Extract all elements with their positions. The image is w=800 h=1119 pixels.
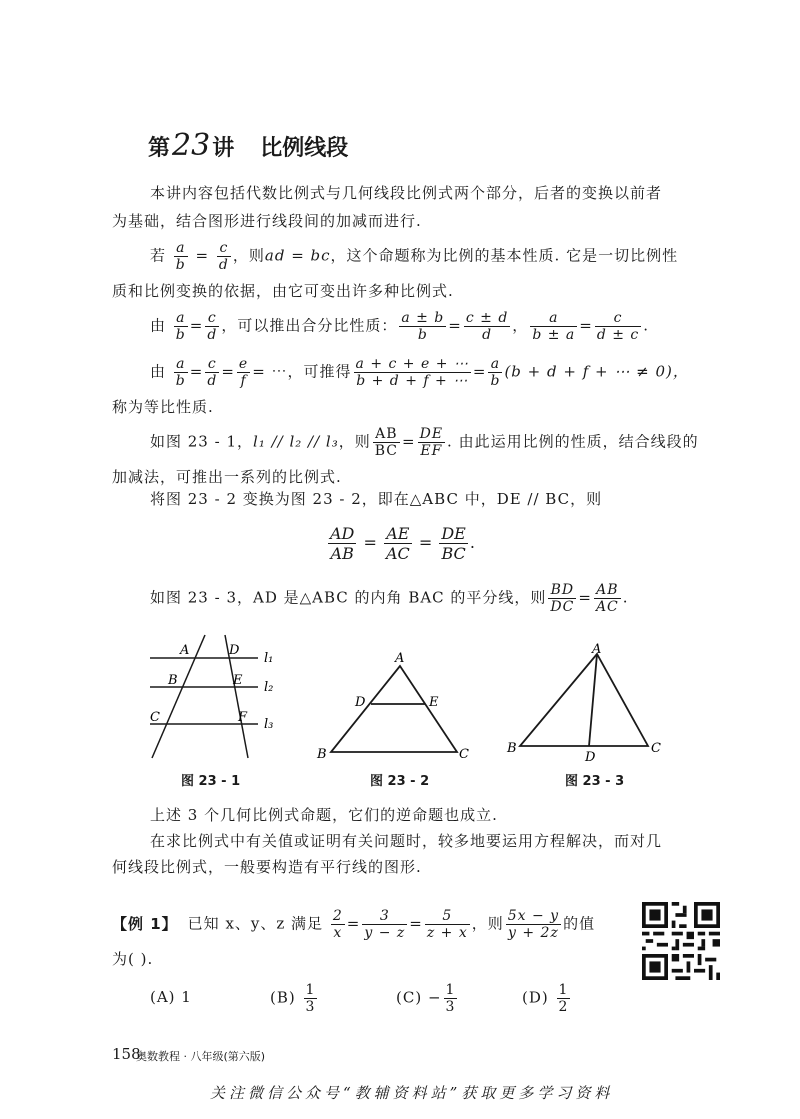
formula: (b + d + f + ⋯ ≠ 0)， [504, 362, 689, 381]
fraction [418, 426, 445, 459]
figure-23-3 [505, 640, 675, 765]
fraction [174, 356, 188, 389]
numerator: AD [330, 524, 355, 543]
figure-23-1-caption: 图 23 - 1 [181, 774, 241, 789]
label-C: C [150, 710, 160, 725]
equal-ratio-line: 由 $\frac{a}{b}$ = $\frac{c}{d}$ = $\frac{e}{f}$ = ⋯，可推得 $\frac{a + c + e + \cdots}{b + d + f + \cdots}$ = $\frac{a}{b}$ (b + d + f + ⋯ ≠ 0)， [150, 356, 689, 389]
fig2-formula: $\frac{AD}{AB}$ = $\frac{AE}{AC}$ = $\frac{DE}{BC}$ . [330, 524, 475, 563]
triangle-abc [520, 654, 648, 746]
fraction [557, 982, 571, 1015]
text: (B) [270, 988, 296, 1007]
label-D: D [355, 695, 366, 710]
fraction [530, 310, 577, 343]
label-D: D [229, 643, 240, 658]
title-suffix: 讲 [212, 135, 235, 161]
label-A: A [395, 651, 405, 666]
numerator: DE [441, 524, 466, 543]
text: 如图 23 - 1， [150, 432, 254, 451]
denominator: 3 [305, 999, 316, 1015]
lecture-name: 比例线段 [260, 135, 349, 161]
fraction [595, 310, 641, 343]
fraction [354, 356, 471, 389]
figure-23-2 [315, 648, 475, 763]
denominator: b [490, 373, 501, 389]
label-l3: l₃ [264, 717, 274, 732]
denominator: 3 [445, 999, 456, 1015]
fig1-text-line-2: 加减法，可推出一系列的比例式. [112, 468, 342, 486]
denominator: DC [550, 599, 575, 615]
numerator: DE [419, 426, 444, 442]
qr-code-icon[interactable] [642, 902, 720, 980]
fraction [439, 524, 468, 563]
denominator: x [333, 925, 343, 941]
equals: = [195, 246, 210, 265]
text: ，这个命题称为比例的基本性质. 它是一切比例性 [330, 246, 679, 265]
denominator: BC [441, 544, 466, 563]
example-tag: 【例 1】 [112, 914, 178, 933]
denominator: d [207, 373, 218, 389]
numerator: 2 [332, 908, 343, 924]
page-number: 158 [112, 1045, 141, 1063]
text: . [643, 316, 650, 335]
denominator: BC [374, 443, 399, 459]
numerator: 1 [445, 982, 456, 998]
label-C: C [651, 741, 661, 756]
text: 已知 x、y、z 满足 [187, 914, 324, 933]
fraction [506, 908, 561, 941]
combine-property-line: 由 $\frac{a}{b}$ = $\frac{c}{d}$ ，可以推出合分比性质： $\frac{a \pm b}{b}$ = $\frac{c \pm d}{d}$ ， $\frac{a}{b \pm a}$ = $\frac{c}{d \pm c}$ . [150, 310, 650, 343]
fraction [304, 982, 318, 1015]
numerator: AE [384, 524, 412, 544]
denominator: d ± c [596, 327, 640, 343]
basic-property-line-2: 质和比例变换的依据，由它可变出许多种比例式. [112, 282, 454, 300]
watermark-text: 关注微信公众号“教辅资料站”获取更多学习资料 [210, 1084, 614, 1102]
denominator: AB [330, 544, 354, 563]
fig3-text-line: 如图 23 - 3，AD 是△ABC 的内角 BAC 的平分线，则 $\frac{BD}{DC}$ = $\frac{AB}{AC}$ . [150, 582, 629, 615]
numerator: c [595, 310, 641, 327]
text: . [622, 588, 629, 607]
fraction [594, 582, 621, 615]
numerator: c ± d [465, 310, 509, 326]
denominator: b [417, 327, 428, 343]
denominator: y + 2z [508, 925, 559, 941]
equal-ratio-line-2: 称为等比性质. [112, 398, 214, 416]
after-line-1: 上述 3 个几何比例式命题，它们的逆命题也成立. [150, 806, 498, 824]
denominator: 2 [558, 999, 569, 1015]
numerator: a [488, 356, 502, 373]
fraction [205, 310, 219, 343]
option-a: (A) 1 [150, 988, 192, 1006]
fraction [425, 908, 470, 941]
text: ， [512, 316, 529, 335]
figure-23-2-caption: 图 23 - 2 [370, 774, 430, 789]
figure-23-1 [140, 630, 290, 765]
fraction [205, 356, 219, 389]
denominator: d [482, 327, 493, 343]
fraction [548, 582, 576, 615]
text: . 由此运用比例的性质，结合线段的 [447, 432, 699, 451]
intro-line-1: 本讲内容包括代数比例式与几何线段比例式两个部分，后者的变换以前者 [150, 184, 663, 202]
numerator: 5x − y [507, 908, 560, 924]
intro-line-2: 为基础，结合图形进行线段间的加减而进行. [112, 212, 422, 230]
label-E: E [233, 673, 243, 688]
text: (D) [522, 988, 549, 1007]
text: 若 [150, 246, 167, 265]
denominator: z + x [426, 925, 468, 941]
fraction [464, 310, 510, 343]
transversal-left [152, 635, 205, 758]
title-prefix: 第 [148, 135, 171, 161]
text: . [469, 533, 475, 552]
denominator: AC [595, 599, 619, 615]
numerator: a [174, 356, 188, 373]
label-l2: l₂ [264, 680, 274, 695]
fraction [373, 426, 400, 459]
label-B: B [168, 673, 178, 688]
denominator: EF [420, 443, 443, 459]
fig1-text-line: 如图 23 - 1，l₁ // l₂ // l₃，则 $\frac{AB}{BC}$ = $\frac{DE}{EF}$ . 由此运用比例的性质，结合线段的 [150, 426, 699, 459]
formula: l₁ // l₂ // l₃ [253, 432, 339, 451]
numerator: a [174, 310, 188, 327]
text: ，则 [232, 246, 265, 265]
label-l1: l₁ [264, 651, 274, 666]
numerator: a [530, 310, 577, 327]
numerator: c [217, 240, 231, 257]
label-A: A [592, 642, 602, 657]
text: 如图 23 - 3，AD 是△ABC 的内角 BAC 的平分线，则 [150, 588, 547, 607]
fraction [488, 356, 502, 389]
text: 的值 [563, 914, 596, 933]
lecture-title [148, 128, 348, 163]
text: = ⋯，可推得 [252, 362, 352, 381]
numerator: 5 [425, 908, 470, 925]
numerator: AB [594, 582, 621, 599]
option-d [522, 982, 800, 1015]
example-1-line-2: 为( ). [112, 950, 154, 968]
text: 由 [150, 362, 167, 381]
fraction [444, 982, 458, 1015]
numerator: BD [548, 582, 576, 599]
text: 由 [150, 316, 167, 335]
text: (C) − [396, 988, 442, 1007]
numerator: 1 [558, 982, 569, 998]
basic-property-line [150, 240, 700, 273]
lecture-number: 23 [172, 128, 211, 163]
denominator: b + d + f + ⋯ [356, 373, 469, 389]
numerator: a ± b [401, 310, 445, 326]
fraction [237, 356, 250, 389]
fraction [362, 908, 407, 941]
book-title: 奥数教程 · 八年级(第六版) [136, 1050, 266, 1063]
denominator: AC [385, 544, 410, 563]
denominator: y − z [364, 925, 406, 941]
label-C: C [459, 747, 469, 762]
after-line-3: 何线段比例式，一般要构造有平行线的图形. [112, 858, 422, 876]
denominator: b [175, 327, 186, 343]
label-D: D [585, 750, 596, 765]
formula: ad = bc [264, 246, 331, 265]
fraction [328, 524, 356, 563]
denominator: b ± a [532, 327, 576, 343]
figure-23-3-caption: 图 23 - 3 [565, 774, 625, 789]
label-B: B [507, 741, 517, 756]
numerator: 1 [305, 982, 316, 998]
fig2-text-line: 将图 23 - 2 变换为图 23 - 2，即在△ABC 中，DE // BC，则 [150, 490, 603, 508]
fraction [384, 524, 412, 563]
label-E: E [429, 695, 439, 710]
numerator: 3 [362, 908, 407, 925]
fraction [174, 310, 188, 343]
after-line-2: 在求比例式中有关值或证明有关问题时，较多地要运用方程解决，而对几 [150, 832, 663, 850]
numerator: c [205, 356, 219, 373]
denominator: d [207, 327, 218, 343]
text: ，可以推出合分比性质： [221, 316, 398, 335]
numerator: a + c + e + ⋯ [355, 356, 469, 372]
denominator: f [240, 373, 247, 389]
example-1-line-1: 【例 1】 已知 x、y、z 满足 $\frac{2}{x}$ = $\frac{3}{y - z}$ = $\frac{5}{z + x}$ ，则 $\frac{5x - y}{y + 2z}$ 的值 [112, 908, 596, 941]
fraction [174, 240, 188, 273]
label-F: F [238, 710, 248, 725]
fraction [217, 240, 231, 273]
denominator: b [175, 257, 186, 273]
numerator: a [174, 240, 188, 257]
label-B: B [317, 747, 327, 762]
numerator: AB [373, 426, 400, 443]
denominator: b [175, 373, 186, 389]
label-A: A [180, 643, 190, 658]
text: ，则 [338, 432, 371, 451]
segment-ad [589, 654, 597, 746]
denominator: d [218, 257, 229, 273]
fraction [399, 310, 446, 343]
fraction [331, 908, 345, 941]
text: ，则 [471, 914, 504, 933]
numerator: e [238, 356, 249, 372]
numerator: c [205, 310, 219, 327]
